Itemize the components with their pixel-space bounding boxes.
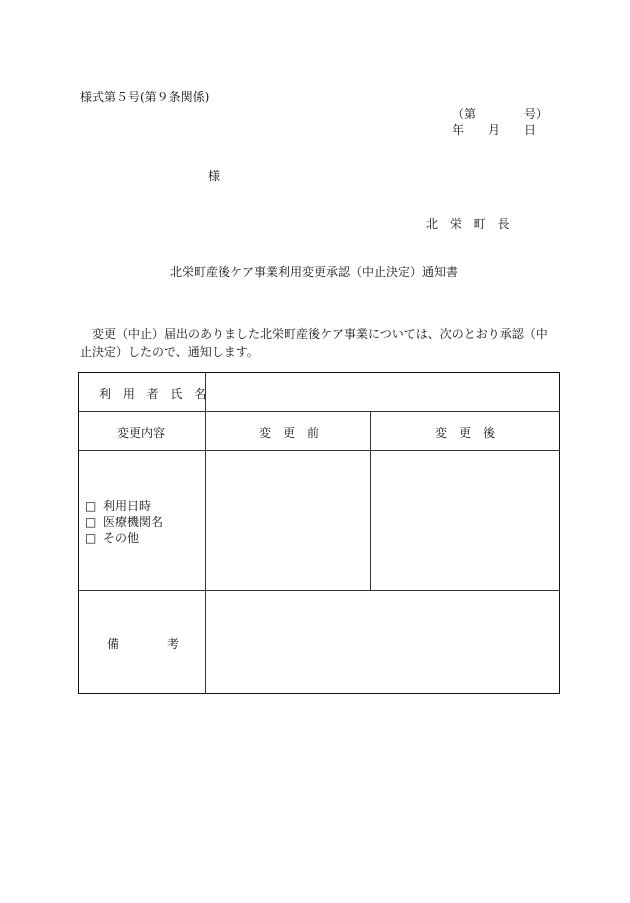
checkbox-icon[interactable]: □ [85, 531, 97, 545]
document-number: （第 号） [452, 107, 549, 121]
document-title: 北栄町産後ケア事業利用変更承認（中止決定）通知書 [170, 265, 459, 279]
option-institution [85, 514, 163, 530]
form-number: 様式第５号(第９条関係) [80, 90, 210, 104]
checkbox-icon[interactable]: □ [85, 499, 97, 513]
change-form-table [78, 372, 560, 694]
change-content-label: 変更内容 [117, 426, 166, 440]
recipient-honorific: 様 [208, 169, 221, 183]
row-divider-3 [79, 590, 559, 591]
issuer-name: 北 栄 町 長 [426, 217, 514, 231]
before-after-divider [370, 411, 371, 590]
before-label: 変 更 前 [259, 426, 320, 440]
label-column-divider [205, 373, 206, 693]
body-text-line-2: 止決定）したので、通知します。 [80, 345, 259, 359]
after-label: 変 更 後 [435, 426, 496, 440]
option-label: 医療機関名 [103, 515, 164, 529]
issue-date: 年 月 日 [452, 123, 537, 137]
change-options-list [85, 498, 163, 546]
row-divider-2 [79, 450, 559, 451]
option-label: その他 [103, 531, 140, 545]
option-label: 利用日時 [103, 499, 152, 513]
row-divider-1 [79, 411, 559, 412]
option-other [85, 530, 163, 546]
user-name-label: 利 用 者 氏 名 [99, 387, 211, 401]
body-text-line-1: 変更（中止）届出のありました北栄町産後ケア事業については、次のとおり承認（中 [92, 327, 548, 341]
checkbox-icon[interactable]: □ [85, 515, 97, 529]
remarks-label: 備 考 [107, 637, 180, 651]
option-datetime [85, 498, 163, 514]
